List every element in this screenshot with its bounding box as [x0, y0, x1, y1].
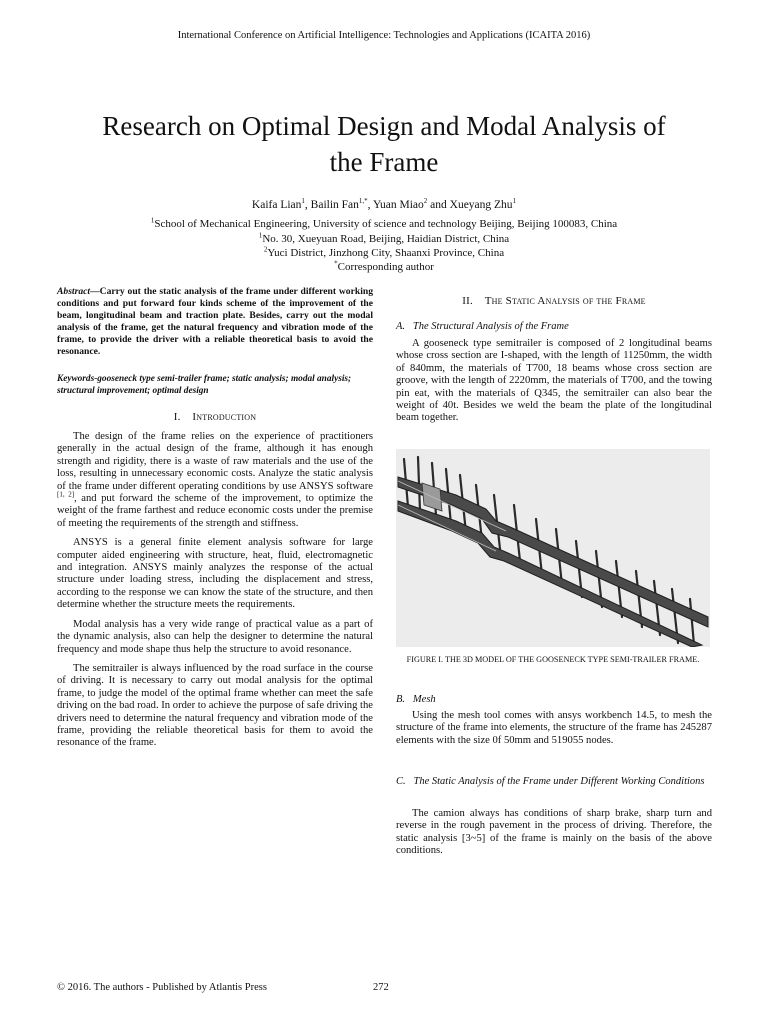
paragraph: The semitrailer is always influenced by the road surface in the course of driving. It is necessary to carry out modal analysis for the optimal frame, to judge the model of the optimal frame whether can meet the safe driving on the bad road. In order to achieve the purpose of safe driving the drivers need to determine the natural frequency and vibration mode of the frame, providing the reliable theoretical basis for them to avoid the resonance of the frame. — [57, 662, 373, 749]
affil-mark: 1 — [150, 216, 155, 225]
author-name: and Xueyang Zhu — [427, 199, 513, 211]
affil-mark: 1 — [258, 231, 263, 240]
affil-text: Corresponding author — [337, 261, 434, 273]
citation: [1, 2] — [57, 490, 75, 499]
affiliation-1 — [0, 217, 768, 231]
paragraph-text: The design of the frame relies on the experience of practitioners generally in the actual design of the frame, although it has enough strength and rigidity, there is a waste of raw materials and the use of the loss, resulting in unnecessary economic costs. Analyze the static analysis of the frame under different operating conditions by use ANSYS software — [57, 431, 373, 492]
affiliation-2 — [0, 232, 768, 246]
subsection-label: C. — [396, 776, 406, 787]
conference-header: International Conference on Artificial Intelligence: Technologies and Applications (ICAITA 2016) — [177, 30, 591, 41]
subsection-heading-a — [396, 321, 712, 334]
subsection-label: B. — [396, 694, 406, 705]
paragraph: Modal analysis has a very wide range of practical value as a part of the dynamic analysis, also can help the designer to determine the natural frequency and mode shape thus help the structure to avoid resonance. — [57, 618, 373, 655]
paragraph-text: , and put forward the scheme of the improvement, to optimize the weight of the frame farthest and reduce economic costs under the premise of meeting the requirements of the strength and stiffness. — [57, 493, 373, 529]
author-affil-mark: 1 — [512, 197, 517, 206]
subsection-heading-c — [396, 776, 712, 789]
corresponding-author-note — [0, 260, 768, 274]
abstract-text: Carry out the static analysis of the frame under different working conditions and put forward four kinds scheme of the improvement of the beam, longitudinal beam and traction plate. Besides, carry out the modal analysis of the frame, get the natural frequency and vibration mode of the frame, to provide the driver with a reliable theoretical basis to avoid the resonance. — [57, 286, 373, 357]
mesh-body — [396, 710, 712, 754]
subsection-label: A. — [396, 321, 406, 332]
longitudinal-beam-lower — [398, 501, 702, 647]
author-affil-mark: 1 — [301, 197, 305, 206]
introduction-body — [57, 431, 373, 757]
keywords: Keywords-gooseneck type semi-trailer frame; static analysis; modal analysis; structural improvement; optimal design — [57, 374, 352, 396]
affil-text: Yuci District, Jinzhong City, Shaanxi Province, China — [267, 247, 505, 259]
author-name: Kaifa Lian — [251, 199, 302, 211]
author-affil-mark: 1,* — [358, 197, 368, 206]
title-line-1: Research on Optimal Design and Modal Analysis of — [102, 111, 666, 141]
subsection-title: Mesh — [412, 694, 436, 705]
affiliation-3 — [0, 246, 768, 260]
abstract — [57, 286, 373, 358]
structural-analysis-body — [396, 338, 712, 432]
subsection-title: The Static Analysis of the Frame under Different Working Conditions — [413, 776, 705, 787]
paragraph: The camion always has conditions of sharp brake, sharp turn and reverse in the rough pavement in the process of driving. Therefore, the static analysis [3~5] of the frame is mainly on the basis of the above conditions. — [396, 808, 712, 857]
affil-mark: 2 — [263, 245, 268, 254]
paragraph: ANSYS is a general finite element analysis software for large computer aided engineering with structure, heat, fluid, electromagnetic and integration. ANSYS mainly analyzes the response of the actual structure under loading stress, including the displacement and stress, according to the response we can know the state of the structure, and then determine whether the structure meets the requirements. — [57, 537, 373, 611]
affil-text: No. 30, Xueyuan Road, Beijing, Haidian District, China — [262, 233, 510, 245]
section-number: II. — [462, 295, 473, 307]
section-number: I. — [173, 411, 181, 423]
section-title: Introduction — [192, 411, 257, 423]
figure-gooseneck-frame-model — [396, 449, 710, 647]
author-name: , Bailin Fan — [304, 199, 359, 211]
static-analysis-conditions-body — [396, 808, 712, 865]
section-heading-introduction — [57, 411, 373, 423]
paragraph: Using the mesh tool comes with ansys workbench 14.5, to mesh the structure of the frame into elements, the structure of the frame has 245287 elements with the size 0f 50mm and 519055 nodes. — [396, 710, 712, 746]
abstract-label: Abstract — [57, 286, 91, 297]
frame-3d-model-image — [396, 449, 710, 647]
author-name: , Yuan Miao — [367, 199, 424, 211]
paragraph: A gooseneck type semitrailer is composed of 2 longitudinal beams whose cross section are I-shaped, with the length of 11250mm, the width of 840mm, the materials of T700, 18 beams whose cross section are groove, with the length of 2220mm, the materials of T700, and the towing pin eat, with the materials of Q345, the semitrailer can also bear the weight of 40t. Besides we weld the beam the plate of the longitudinal beam together. — [396, 338, 712, 424]
title-line-2: the Frame — [329, 147, 439, 177]
author-affil-mark: 2 — [423, 197, 428, 206]
page-number: 272 — [373, 982, 389, 993]
longitudinal-beam-upper — [398, 477, 708, 627]
paper-title — [40, 108, 728, 180]
subsection-heading-b — [396, 694, 712, 707]
author-list — [0, 198, 768, 213]
figure-caption: FIGURE I. THE 3D MODEL OF THE GOOSENECK TYPE SEMI-TRAILER FRAME. — [406, 655, 700, 664]
section-heading-static-analysis — [396, 295, 712, 307]
affil-text: School of Mechanical Engineering, University of science and technology Beijing, Beijing 100083, China — [154, 218, 618, 230]
affil-mark: * — [334, 259, 338, 268]
subsection-title: The Structural Analysis of the Frame — [412, 321, 569, 332]
abstract-dash: — — [90, 286, 100, 297]
paragraph — [57, 431, 373, 530]
copyright-notice: © 2016. The authors - Published by Atlantis Press — [57, 982, 267, 993]
section-title: The Static Analysis of the Frame — [484, 295, 646, 307]
cross-beam — [690, 599, 694, 645]
